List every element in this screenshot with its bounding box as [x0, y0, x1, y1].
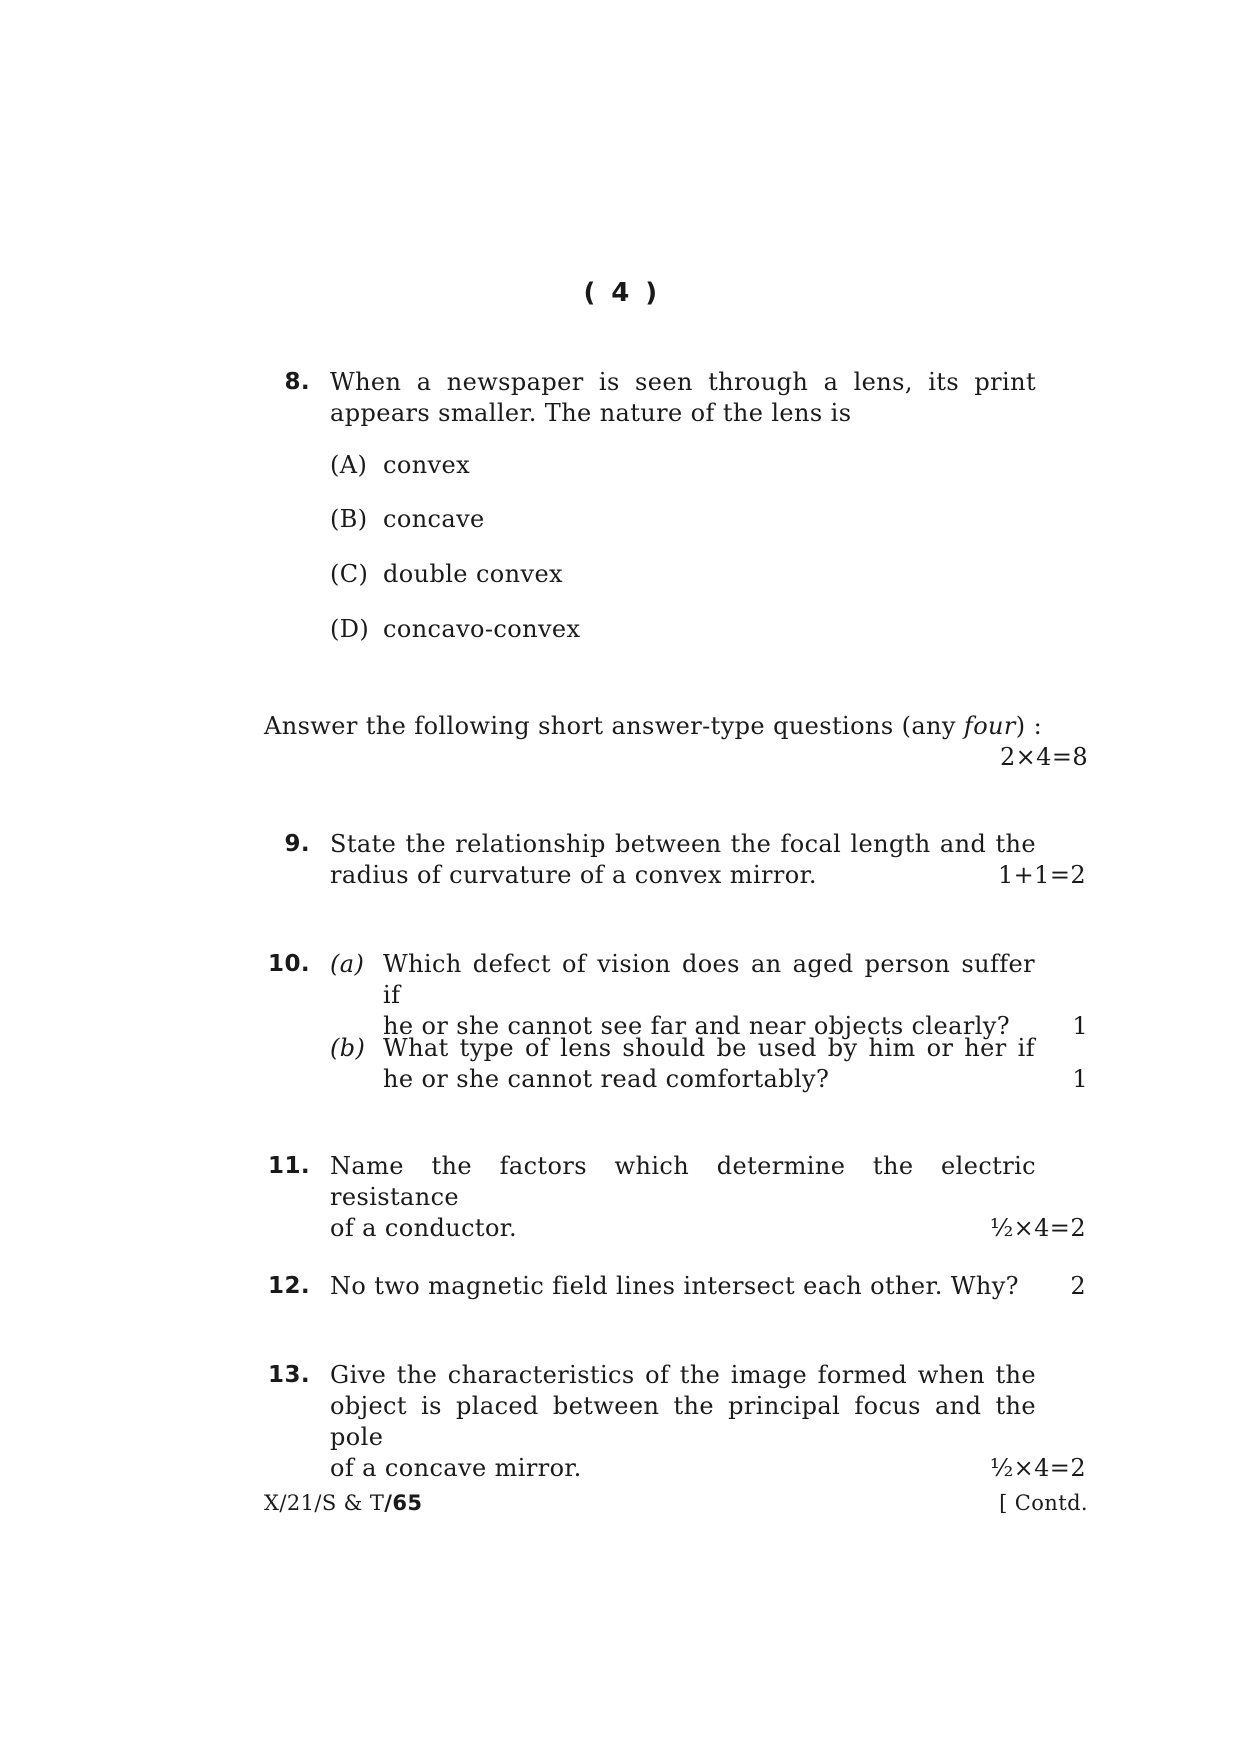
- question-line: When a newspaper is seen through a lens, its print: [330, 368, 1036, 396]
- option-d: [330, 614, 580, 645]
- question-number: 12.: [268, 1273, 310, 1299]
- question-13: [262, 1360, 1086, 1484]
- option-text: concave: [383, 505, 485, 533]
- sub-line: What type of lens should be used by him or her if: [383, 1034, 1035, 1062]
- sub-label: (b): [330, 1034, 366, 1062]
- question-8: [262, 367, 1052, 429]
- question-9: [262, 829, 1086, 891]
- option-text: double convex: [383, 560, 563, 588]
- question-line: State the relationship between the focal length and the: [330, 830, 1036, 858]
- option-label: (D): [330, 615, 370, 643]
- option-c: [330, 559, 563, 590]
- sub-line: he or she cannot see far and near objects clearly?: [383, 1012, 1010, 1040]
- option-label: (B): [330, 505, 368, 533]
- question-text: [330, 1360, 1086, 1484]
- question-number: 13.: [268, 1362, 310, 1388]
- section-marks: 2×4=8: [999, 743, 1088, 771]
- paper-code: [264, 1491, 422, 1515]
- question-line: of a conductor.: [330, 1214, 518, 1242]
- question-12: [262, 1271, 1086, 1302]
- sub-line: he or she cannot read comfortably?: [383, 1065, 830, 1093]
- question-number: 11.: [268, 1153, 310, 1179]
- page-footer: [264, 1491, 1088, 1515]
- question-number: 8.: [284, 369, 310, 395]
- question-text: [330, 367, 1036, 429]
- question-line: Give the characteristics of the image formed when the: [330, 1361, 1036, 1389]
- paper-code-prefix: X/21/S & T: [264, 1491, 385, 1515]
- option-text: convex: [383, 451, 471, 479]
- question-11: [262, 1151, 1086, 1244]
- sub-line-with-marks: [383, 1064, 1088, 1095]
- option-a: [330, 450, 470, 481]
- option-b: [330, 504, 485, 535]
- question-line-with-marks: [330, 1453, 1086, 1484]
- question-line: No two magnetic field lines intersect each other. Why?: [330, 1272, 1019, 1300]
- instruction-pre: Answer the following short answer-type questions (any: [264, 712, 964, 740]
- question-10b: [330, 1033, 1088, 1095]
- question-number: 9.: [284, 831, 310, 857]
- continued-label: [ Contd.: [999, 1491, 1088, 1515]
- question-marks: ½×4=2: [989, 1214, 1086, 1242]
- question-text: [330, 1271, 1086, 1302]
- question-text: [330, 1151, 1086, 1244]
- paper-code-number: /65: [384, 1491, 423, 1515]
- question-line: Name the factors which determine the electric resistance: [330, 1152, 1036, 1211]
- sub-marks: 1: [1072, 1065, 1088, 1093]
- instruction-text: [264, 711, 1088, 742]
- instruction-emphasis: four: [963, 712, 1016, 740]
- question-line: object is placed between the principal focus and the pole: [330, 1392, 1036, 1451]
- option-label: (A): [330, 451, 368, 479]
- question-number: 10.: [268, 951, 310, 977]
- question-marks: 1+1=2: [997, 861, 1086, 889]
- option-label: (C): [330, 560, 369, 588]
- question-line: appears smaller. The nature of the lens is: [330, 399, 852, 427]
- question-line-with-marks: [330, 1271, 1086, 1302]
- sub-line: Which defect of vision does an aged person suffer if: [383, 950, 1035, 1009]
- question-text: [330, 829, 1086, 891]
- sub-label: (a): [330, 950, 365, 978]
- question-line-with-marks: [330, 1213, 1086, 1244]
- page-number: ( 4 ): [583, 278, 658, 308]
- question-marks: 2: [1070, 1272, 1086, 1300]
- question-line: radius of curvature of a convex mirror.: [330, 861, 817, 889]
- question-marks: ½×4=2: [989, 1454, 1086, 1482]
- question-line-with-marks: [330, 860, 1086, 891]
- instruction-post: ) :: [1015, 712, 1043, 740]
- section-instruction: [264, 711, 1088, 773]
- question-10a: [330, 949, 1088, 1042]
- sub-marks: 1: [1072, 1012, 1088, 1040]
- option-text: concavo-convex: [383, 615, 581, 643]
- question-line: of a concave mirror.: [330, 1454, 582, 1482]
